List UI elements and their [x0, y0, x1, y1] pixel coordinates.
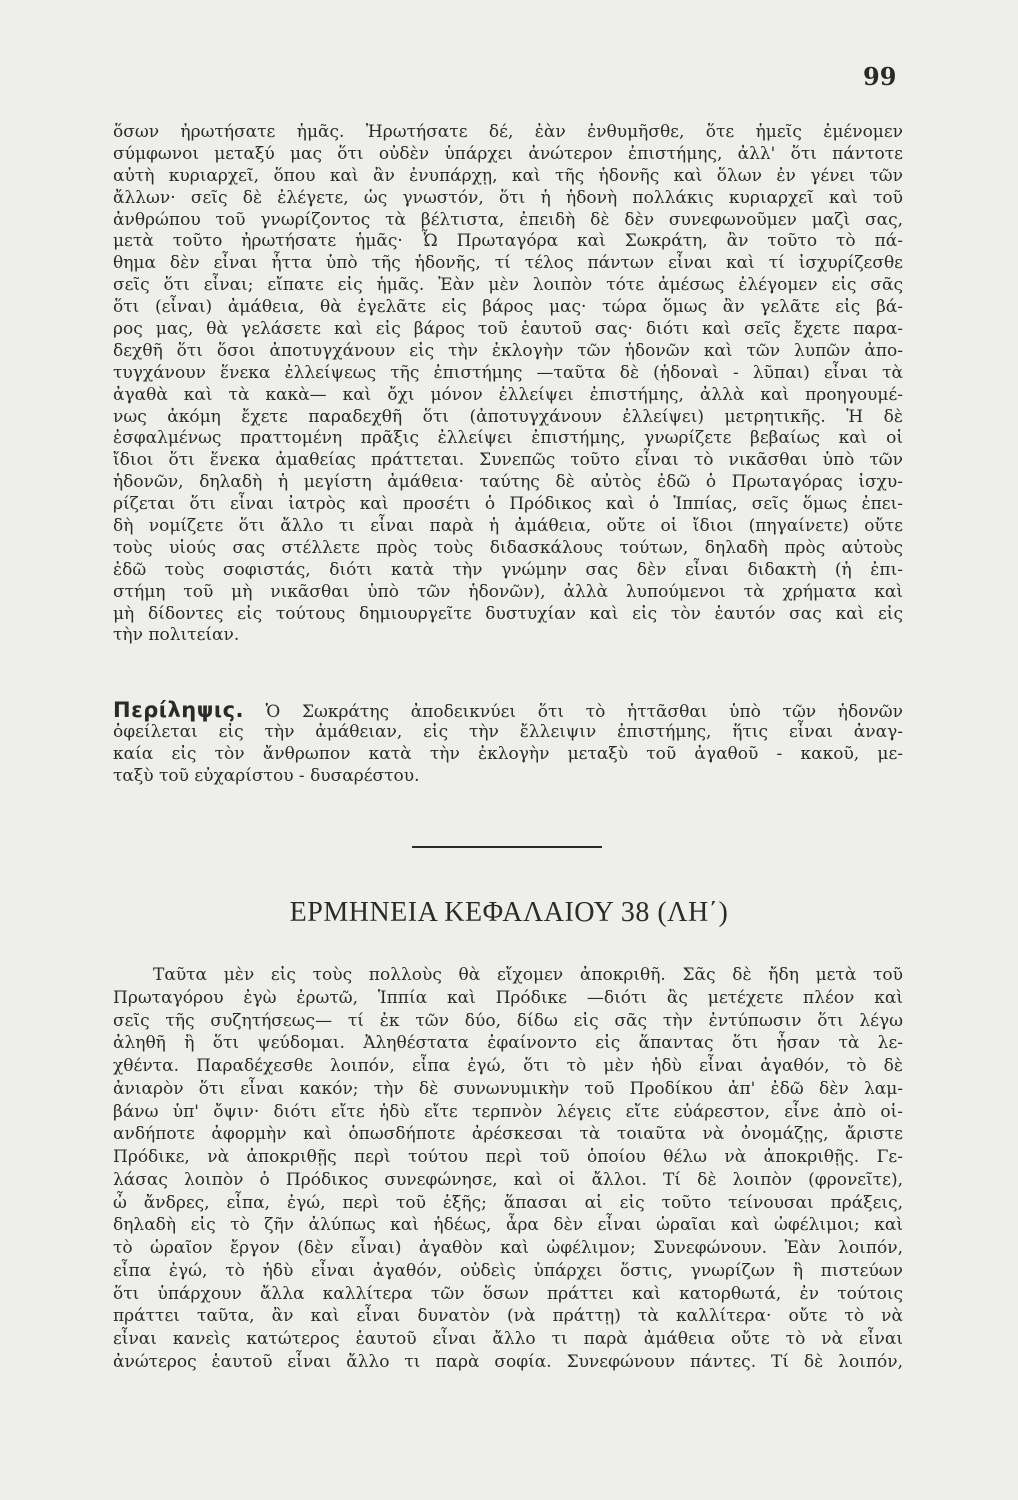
text-line: θημα δὲν εἶναι ἧττα ὑπὸ τῆς ἡδονῆς, τί τέλος πάντων εἶναι καὶ τί ἰσχυρίζεσθε — [113, 253, 903, 274]
text-line: Πρωταγόρου ἐγὼ ἐρωτῶ, Ἱππία καὶ Πρόδικε —διότι ἂς μετέχετε πλέον καὶ — [113, 987, 903, 1008]
text-line: Πρόδικε, νὰ ἀποκριθῇς περὶ τούτου περὶ τοῦ ὁποίου θέλω νὰ ἀποκριθῇς. Γε- — [113, 1147, 903, 1167]
text-line: τοὺς υἱούς σας στέλλετε πρὸς τοὺς διδασκάλους τούτων, δηλαδὴ πρὸς αὐτοὺς — [113, 537, 903, 558]
text-line: νως ἀκόμη ἔχετε παραδεχθῆ ὅτι (ἀποτυγχάνουν ἐλλείψει) μετρητικῆς. Ἡ δὲ — [113, 406, 903, 427]
summary-text: Ὁ Σωκράτης ἀποδεικνύει ὅτι τὸ ἡττᾶσθαι ὑπὸ τῶν ἡδονῶν — [265, 702, 903, 722]
text-line: ταξὺ τοῦ εὐχαρίστου - δυσαρέστου. — [113, 765, 420, 786]
text-line: ὦ ἄνδρες, εἶπα, ἐγώ, περὶ τοῦ ἑξῆς; ἅπασαι αἱ εἰς τοῦτο τείνουσαι πράξεις, — [113, 1192, 903, 1213]
text-line: τὸ ὡραῖον ἔργον (δὲν εἶναι) ἀγαθὸν καὶ ὠφέλιμον; Συνεφώνουν. Ἐὰν λοιπόν, — [113, 1238, 903, 1258]
summary-section — [113, 700, 903, 788]
text-line: λάσας λοιπὸν ὁ Πρόδικος συνεφώνησε, καὶ οἱ ἄλλοι. Τί δὲ λοιπὸν (φρονεῖτε), — [113, 1169, 903, 1190]
section-divider — [412, 846, 602, 848]
chapter-text — [113, 964, 903, 1374]
text-line: ὅτι ὑπάρχουν ἄλλα καλλίτερα τῶν ὅσων πράττει καὶ κατορθωτά, ἐν τούτοις — [113, 1283, 903, 1304]
text-line: ὅτι (εἶναι) ἀμάθεια, θὰ ἐγελᾶτε εἰς βάρος μας· τώρα ὅμως ἂν γελᾶτε εἰς βά- — [113, 297, 903, 318]
text-line: Ταῦτα μὲν εἰς τοὺς πολλοὺς θὰ εἴχομεν ἀποκριθῆ. Σᾶς δὲ ἤδη μετὰ τοῦ — [153, 965, 903, 985]
text-line: μὴ δίδοντες εἰς τούτους δημιουργεῖτε δυστυχίαν καὶ εἰς τὸν ἑαυτόν σας καὶ εἰς — [113, 603, 903, 624]
text-line: καία εἰς τὸν ἄνθρωπον κατὰ τὴν ἐκλογὴν μεταξὺ τοῦ ἀγαθοῦ - κακοῦ, με- — [113, 743, 903, 764]
text-line: ανδήποτε ἀφορμὴν καὶ ὁπωσδήποτε ἀρέσκεσαι τὰ τοιαῦτα νὰ ὀνομάζῃς, ἄριστε — [113, 1124, 903, 1145]
text-line: ὀφείλεται εἰς τὴν ἀμάθειαν, εἰς τὴν ἔλλειψιν ἐπιστήμης, ἥτις εἶναι ἀναγ- — [113, 721, 903, 742]
text-line: ἀνώτερος ἑαυτοῦ εἶναι ἄλλο τι παρὰ σοφία. Συνεφώνουν πάντες. Τί δὲ λοιπόν, — [113, 1351, 903, 1372]
text-line: ἴδιοι ὅτι ἕνεκα ἀμαθείας πράττεται. Συνεπῶς τοῦτο εἶναι τὸ νικᾶσθαι ὑπὸ τῶν — [113, 450, 903, 471]
text-line: σεῖς τῆς συζητήσεως— τί ἐκ τῶν δύο, δίδω εἰς σᾶς τὴν ἐντύπωσιν ὅτι λέγω — [113, 1010, 903, 1031]
summary-label: Περίληψις. — [113, 698, 244, 722]
text-line: δὴ νομίζετε ὅτι ἄλλο τι εἶναι παρὰ ἡ ἀμάθεια, οὔτε οἱ ἴδιοι (πηγαίνετε) οὔτε — [113, 516, 903, 537]
text-line: αὐτὴ κυριαρχεῖ, ὅπου καὶ ἂν ἐνυπάρχῃ, καὶ τῆς ἡδονῆς καὶ ὅλων ἐν γένει τῶν — [113, 165, 903, 186]
text-line: ἀνιαρὸν ὅτι εἶναι κακόν; τὴν δὲ συνωνυμικὴν τοῦ Προδίκου ἀπ' ἐδῶ δὲν λαμ- — [113, 1078, 903, 1099]
text-line: ὅσων ἠρωτήσατε ἡμᾶς. Ἠρωτήσατε δέ, ἐὰν ἐνθυμῆσθε, ὅτε ἡμεῖς ἐμένομεν — [113, 122, 903, 142]
text-line: ρίζεται ὅτι εἶναι ἰατρὸς καὶ προσέτι ὁ Πρόδικος καὶ ὁ Ἱππίας, σεῖς ὅμως ἐπει- — [113, 494, 903, 515]
text-line: σύμφωνοι μεταξύ μας ὅτι οὐδὲν ὑπάρχει ἀνώτερον ἐπιστήμης, ἀλλ' ὅτι πάντοτε — [113, 143, 903, 164]
text-line: ἐσφαλμένως πραττομένη πρᾶξις ἐλλείψει ἐπιστήμης, γνωρίζετε βεβαίως καὶ οἱ — [113, 428, 903, 449]
text-line: δηλαδὴ εἰς τὸ ζῆν ἀλύπως καὶ ἡδέως, ἆρα δὲν εἶναι ὡραῖαι καὶ ὠφέλιμοι; καὶ — [113, 1215, 903, 1236]
text-line: ἄλλων· σεῖς δὲ ἐλέγετε, ὡς γνωστόν, ὅτι ἡ ἡδονὴ πολλάκις κυριαρχεῖ καὶ τοῦ — [113, 187, 903, 208]
text-line: εἶναι κανεὶς κατώτερος ἑαυτοῦ εἶναι ἄλλο τι παρὰ ἀμάθεια οὔτε τὸ νὰ εἶναι — [113, 1329, 903, 1349]
text-line: ἀληθῆ ἢ ὅτι ψεύδομαι. Ἀληθέστατα ἐφαίνοντο εἰς ἅπαντας ὅτι ἦσαν τὰ λε- — [113, 1033, 903, 1054]
page-number: 99 — [863, 62, 897, 91]
text-line: ἡδονῶν, δηλαδὴ ἡ μεγίστη ἀμάθεια· ταύτης δὲ αὐτὸς ἐδῶ ὁ Πρωταγόρας ἰσχυ- — [113, 472, 903, 493]
text-line: δεχθῆ ὅτι ὅσοι ἀποτυγχάνουν εἰς τὴν ἐκλογὴν τῶν ἡδονῶν καὶ τῶν λυπῶν ἀπο- — [113, 340, 903, 361]
text-line: τυγχάνουν ἕνεκα ἐλλείψεως τῆς ἐπιστήμης —ταῦτα δὲ (ἡδοναὶ - λῦπαι) εἶναι τὰ — [113, 362, 903, 383]
chapter-title: ΕΡΜΗΝΕΙΑ ΚΕΦΑΛΑΙΟΥ 38 (ΛΗ΄) — [289, 897, 729, 928]
text-line: σεῖς ὅτι εἶναι; εἴπατε εἰς ἡμᾶς. Ἐὰν μὲν λοιπὸν τότε ἀμέσως ἐλέγομεν εἰς σᾶς — [113, 275, 903, 296]
text-line: ἐδῶ τοὺς σοφιστάς, διότι κατὰ τὴν γνώμην σας δὲν εἶναι διδακτὴ (ἡ ἐπι- — [113, 559, 903, 580]
text-line: στήμη τοῦ μὴ νικᾶσθαι ὑπὸ τῶν ἡδονῶν), ἀλλὰ λυπούμενοι τὰ χρήματα καὶ — [113, 581, 903, 602]
summary-first-line — [113, 700, 903, 722]
text-line: βάνω ὑπ' ὄψιν· διότι εἴτε ἡδὺ εἴτε τερπνὸν λέγεις εἴτε εὐάρεστον, εἶνε ἀπὸ οἱ- — [113, 1101, 903, 1122]
text-line: εἶπα ἐγώ, τὸ ἡδὺ εἶναι ἀγαθόν, οὐδεὶς ὑπάρχει ὅστις, γνωρίζων ἢ πιστεύων — [113, 1260, 903, 1281]
text-line: ρος μας, θὰ γελάσετε καὶ εἰς βάρος τοῦ ἑαυτοῦ σας· διότι καὶ σεῖς ἔχετε παρα- — [113, 319, 903, 340]
text-line: πράττει ταῦτα, ἂν καὶ εἶναι δυνατὸν (νὰ πράττῃ) τὰ καλλίτερα· οὔτε τὸ νὰ — [113, 1306, 903, 1327]
text-line: τὴν πολιτείαν. — [113, 625, 240, 646]
body-text — [113, 122, 903, 647]
text-line: ἀγαθὰ καὶ τὰ κακὰ— καὶ ὄχι μόνον ἐλλείψει ἐπιστήμης, ἀλλὰ καὶ προηγουμέ- — [113, 384, 903, 405]
text-line: ἀνθρώπου τοῦ γνωρίζοντος τὰ βέλτιστα, ἐπειδὴ δὲ δὲν συνεφωνοῦμεν μαζὶ σας, — [113, 209, 903, 230]
text-line: μετὰ τοῦτο ἠρωτήσατε ἡμᾶς· Ὦ Πρωταγόρα καὶ Σωκράτη, ἂν τοῦτο τὸ πά- — [113, 231, 903, 252]
text-line: χθέντα. Παραδέχεσθε λοιπόν, εἶπα ἐγώ, ὅτι τὸ μὲν ἡδὺ εἶναι ἀγαθόν, τὸ δὲ — [113, 1056, 903, 1076]
